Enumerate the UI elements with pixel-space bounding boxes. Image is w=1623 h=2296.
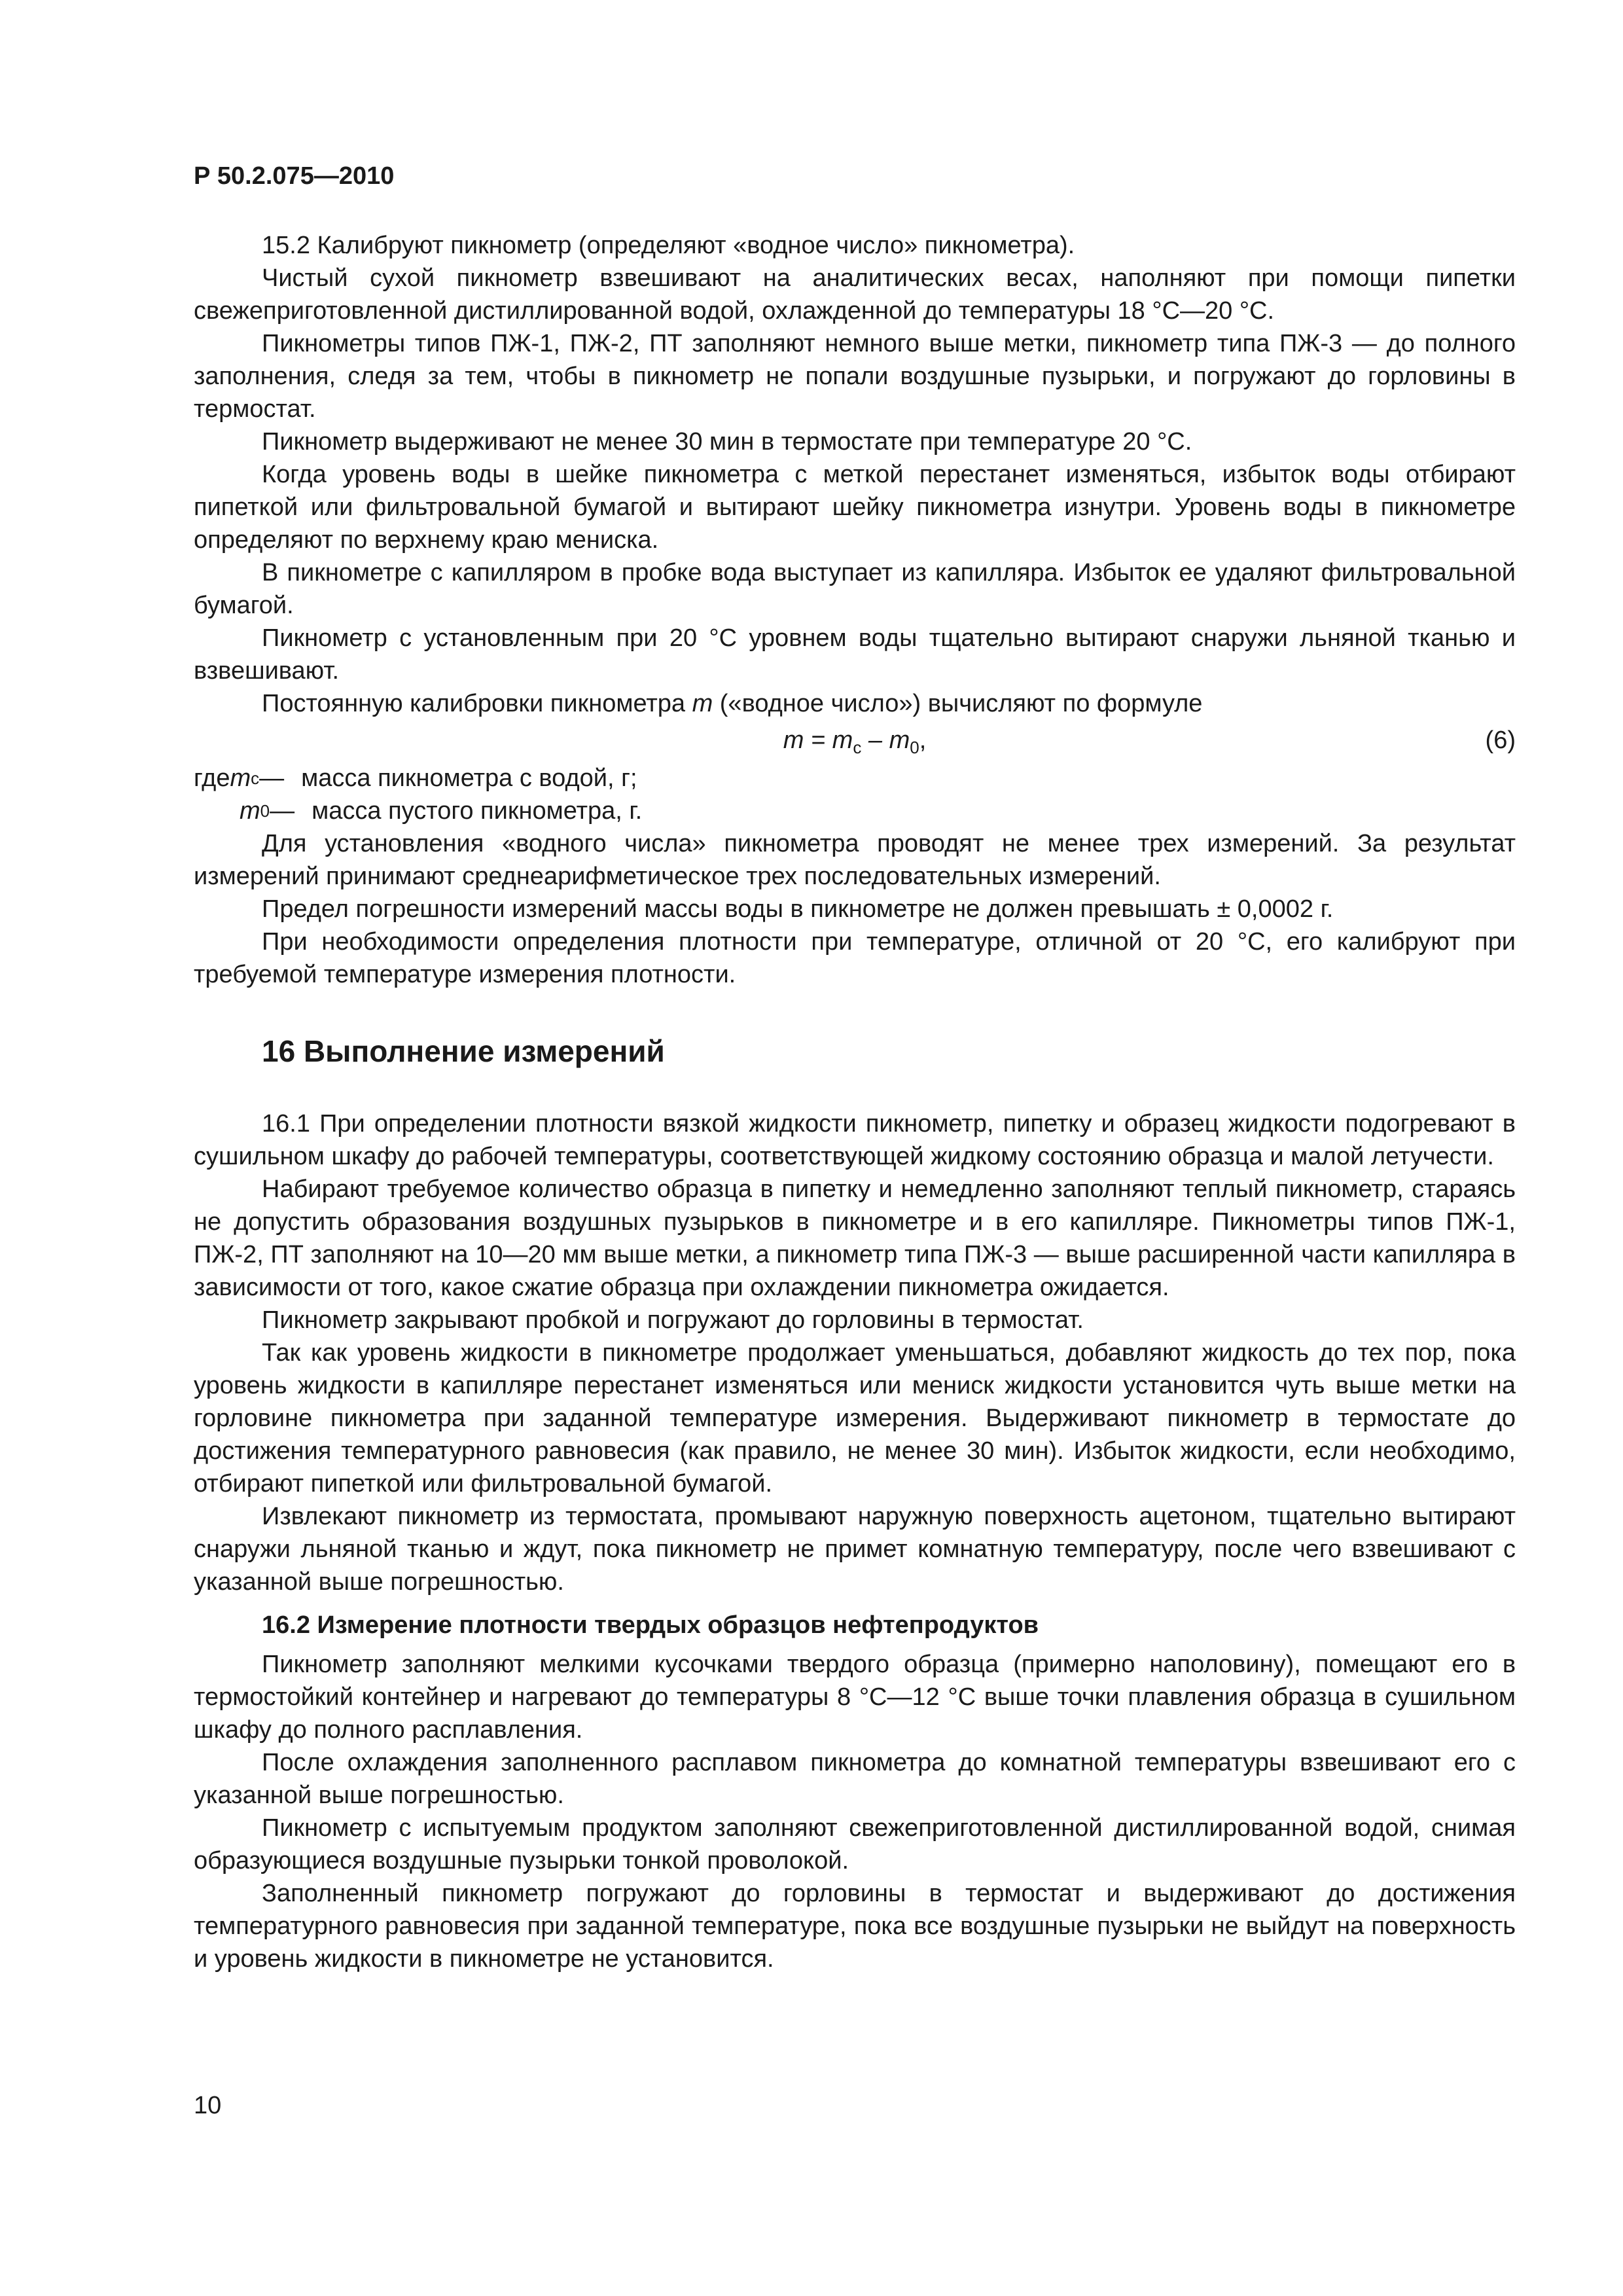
formula-legend [194, 762, 1516, 827]
page-number: 10 [194, 2092, 222, 2119]
legend-variable: m [240, 797, 260, 825]
legend-variable: m [230, 764, 251, 792]
paragraph: Заполненный пикнометр погружают до горловины в термостат и выдерживают до достижения температурного равновесия при заданной температуре, пока все воздушные пузырьки не выйдут на поверхность и уровень жидкости в пикнометре не установится. [194, 1880, 1516, 1973]
paragraph: Предел погрешности измерений массы воды в пикнометре не должен превышать ± 0,0002 г. [262, 895, 1334, 923]
legend-dash: — [270, 797, 295, 825]
paragraph: Пикнометр с испытуемым продуктом заполняют свежеприготовленной дистиллированной водой, снимая образующиеся воздушные пузырьки тонкой проволокой. [194, 1814, 1516, 1874]
formula-minus: – m [861, 726, 910, 754]
document-code: Р 50.2.075—2010 [194, 162, 395, 190]
formula-expression [194, 724, 1516, 764]
paragraph-15-2: 15.2 Калибруют пикнометр (определяют «водное число» пикнометра). [262, 232, 1075, 259]
legend-subscript: с [251, 768, 260, 788]
legend-subscript: 0 [260, 801, 270, 821]
paragraph: Извлекают пикнометр из термостата, промывают наружную поверхность ацетоном, тщательно вытирают снаружи льняной тканью и ждут, пока пикнометр не примет комнатную температуру, после чего взвешивают с указанной выше погрешностью. [194, 1503, 1516, 1596]
section-heading-16: 16 Выполнение измерений [262, 1034, 665, 1068]
legend-dash: — [259, 764, 285, 792]
formula-subscript: с [853, 738, 862, 757]
text-fragment: («водное число») вычисляют по формуле [713, 690, 1203, 717]
paragraph: Так как уровень жидкости в пикнометре продолжает уменьшаться, добавляют жидкость до тех пор, пока уровень жидкости в капилляре перестанет изменяться или мениск жидкости установится чуть выше метки на горловине пикнометра при заданной температуре измерения. Выдерживают пикнометр в термостате до достижения температурного равновесия (как правило, не менее 30 мин). Избыток жидкости, если необходимо, отбирают пипеткой или фильтровальной бумагой. [194, 1339, 1516, 1498]
paragraph: Для установления «водного числа» пикнометра проводят не менее трех измерений. За результат измерений принимают среднеарифметическое трех последовательных измерений. [194, 830, 1516, 890]
legend-description: масса пустого пикнометра, г. [312, 797, 643, 825]
paragraph: При необходимости определения плотности при температуре, отличной от 20 °С, его калибруют при требуемой температуре измерения плотности. [194, 928, 1516, 988]
formula-comma: , [919, 726, 927, 754]
legend-description: масса пикнометра с водой, г; [301, 764, 637, 792]
paragraph: Когда уровень воды в шейке пикнометра с меткой перестанет изменяться, избыток воды отбирают пипеткой или фильтровальной бумагой и вытирают шейку пикнометра изнутри. Уровень воды в пикнометре определяют по верхнему краю мениска. [194, 461, 1516, 554]
legend-indent [194, 795, 240, 827]
formula-6 [194, 724, 1516, 758]
text-fragment: Постоянную калибровки пикнометра [262, 690, 692, 717]
paragraph: Пикнометр закрывают пробкой и погружают до горловины в термостат. [262, 1306, 1084, 1334]
formula-number: (6) [1485, 726, 1516, 754]
legend-row [194, 795, 1516, 827]
paragraph: Пикнометр заполняют мелкими кусочками твердого образца (примерно наполовину), помещают его в термостойкий контейнер и нагревают до температуры 8 °С—12 °С выше точки плавления образца в сушильном шкафу до полного расплавления. [194, 1651, 1516, 1744]
paragraph: Пикнометры типов ПЖ-1, ПЖ-2, ПТ заполняют немного выше метки, пикнометр типа ПЖ-3 — до полного заполнения, следя за тем, чтобы в пикнометр не попали воздушные пузырьки, и погружают до горловины в термостат. [194, 330, 1516, 423]
paragraph: Чистый сухой пикнометр взвешивают на аналитических весах, наполняют при помощи пипетки свежеприготовленной дистиллированной водой, охлажденной до температуры 18 °С—20 °С. [194, 264, 1516, 325]
variable-m: m [692, 690, 713, 717]
formula-subscript: 0 [910, 738, 919, 757]
formula-lhs: m = m [783, 726, 853, 754]
paragraph-formula-intro [194, 687, 1516, 720]
legend-where: где [194, 764, 230, 792]
subsection-heading-16-2: 16.2 Измерение плотности твердых образцов нефтепродуктов [262, 1611, 1039, 1639]
paragraph: В пикнометре с капилляром в пробке вода выступает из капилляра. Избыток ее удаляют фильтровальной бумагой. [194, 559, 1516, 619]
paragraph: Набирают требуемое количество образца в пипетку и немедленно заполняют теплый пикнометр, стараясь не допустить образования воздушных пузырьков в пикнометре и в его капилляре. Пикнометры типов ПЖ-1, ПЖ-2, ПТ заполняют на 10—20 мм выше метки, а пикнометр типа ПЖ-3 — выше расширенной части капилляра в зависимости от того, какое сжатие образца при охлаждении пикнометра ожидается. [194, 1175, 1516, 1301]
paragraph: Пикнометр выдерживают не менее 30 мин в термостате при температуре 20 °С. [262, 428, 1192, 456]
paragraph-16-1: 16.1 При определении плотности вязкой жидкости пикнометр, пипетку и образец жидкости подогревают в сушильном шкафу до рабочей температуры, соответствующей жидкому состоянию образца и малой летучести. [194, 1110, 1516, 1170]
paragraph: Пикнометр с установленным при 20 °С уровнем воды тщательно вытирают снаружи льняной тканью и взвешивают. [194, 624, 1516, 685]
paragraph: После охлаждения заполненного расплавом пикнометра до комнатной температуры взвешивают его с указанной выше погрешностью. [194, 1749, 1516, 1809]
page-content [194, 229, 1516, 1975]
legend-row [194, 762, 1516, 795]
